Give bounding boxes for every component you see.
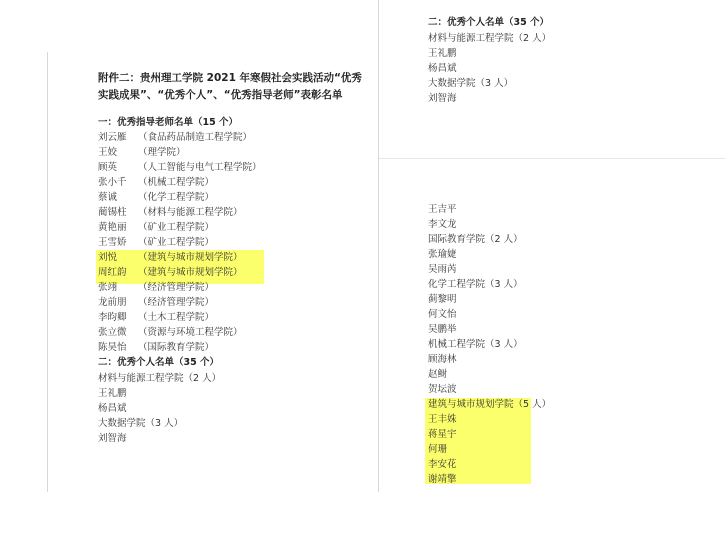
- page-break-line: [379, 158, 725, 159]
- list-item: 刘智海: [428, 93, 457, 104]
- teacher-department: （建筑与城市规划学院）: [138, 267, 243, 278]
- teacher-name: 陈昊怡: [98, 342, 127, 353]
- list-item: 赵鲥: [428, 369, 448, 380]
- list-item: 建筑与城市规划学院（5 人）: [428, 399, 552, 410]
- list-item: 谢靖擎: [428, 474, 457, 485]
- teacher-name: 张小千: [98, 177, 127, 188]
- list-item: 化学工程学院（3 人）: [428, 279, 523, 290]
- right-section2-heading: 二：优秀个人名单（35 个）: [428, 17, 550, 28]
- list-item: 吴雨芮: [428, 264, 457, 275]
- section1-heading: 一：优秀指导老师名单（15 个）: [98, 117, 239, 128]
- list-item: 王吉平: [428, 204, 457, 215]
- teacher-name: 刘悦: [98, 252, 118, 263]
- teacher-department: （材料与能源工程学院）: [138, 207, 243, 218]
- teacher-department: （建筑与城市规划学院）: [138, 252, 243, 263]
- teacher-name: 蔡诚: [98, 192, 118, 203]
- teacher-department: （土木工程学院）: [138, 312, 215, 323]
- teacher-row: [98, 146, 186, 160]
- teacher-name: 黄艳丽: [98, 222, 127, 233]
- list-item: 材料与能源工程学院（2 人）: [98, 373, 222, 384]
- list-item: 材料与能源工程学院（2 人）: [428, 33, 552, 44]
- list-item: 大数据学院（3 人）: [98, 418, 184, 429]
- teacher-row: [98, 281, 214, 295]
- teacher-row: [98, 296, 214, 310]
- list-item: 刘智海: [98, 433, 127, 444]
- teacher-department: （人工智能与电气工程学院）: [138, 162, 262, 173]
- document-title: 附件二：贵州理工学院 2021 年寒假社会实践活动“优秀实践成果”、“优秀个人”、“优秀指导老师”表彰名单: [98, 72, 362, 101]
- list-item: 杨昌斌: [428, 63, 457, 74]
- teacher-row: [98, 266, 243, 280]
- list-item: 王礼鹏: [428, 48, 457, 59]
- list-item: 蓟黎明: [428, 294, 457, 305]
- section2-heading: 二：优秀个人名单（35 个）: [98, 357, 220, 368]
- left-page-edge: [47, 52, 48, 492]
- list-item: 杨昌斌: [98, 403, 127, 414]
- teacher-name: 王姣: [98, 147, 118, 158]
- teacher-row: [98, 236, 214, 250]
- teacher-row: [98, 326, 243, 340]
- teacher-department: （理学院）: [138, 147, 186, 158]
- teacher-row: [98, 251, 243, 265]
- list-item: 张瑜婕: [428, 249, 457, 260]
- teacher-name: 蔺锡柱: [98, 207, 127, 218]
- teacher-department: （矿业工程学院）: [138, 222, 215, 233]
- teacher-row: [98, 221, 214, 235]
- teacher-department: （矿业工程学院）: [138, 237, 215, 248]
- list-item: 何文怡: [428, 309, 457, 320]
- list-item: 贺坛波: [428, 384, 457, 395]
- teacher-name: 王雪娇: [98, 237, 127, 248]
- teacher-department: （机械工程学院）: [138, 177, 215, 188]
- teacher-name: 顾英: [98, 162, 118, 173]
- teacher-department: （食品药品制造工程学院）: [138, 132, 253, 143]
- teacher-name: 李昀卿: [98, 312, 127, 323]
- list-item: 国际教育学院（2 人）: [428, 234, 523, 245]
- list-item: 吴鹏举: [428, 324, 457, 335]
- teacher-row: [98, 161, 262, 175]
- list-item: 李文龙: [428, 219, 457, 230]
- teacher-row: [98, 176, 214, 190]
- list-item: 何珊: [428, 444, 448, 455]
- teacher-department: （化学工程学院）: [138, 192, 215, 203]
- teacher-name: 张翊: [98, 282, 118, 293]
- list-item: 顾海林: [428, 354, 457, 365]
- teacher-department: （国际教育学院）: [138, 342, 215, 353]
- list-item: 李安花: [428, 459, 457, 470]
- teacher-department: （经济管理学院）: [138, 282, 215, 293]
- teacher-row: [98, 131, 252, 145]
- teacher-row: [98, 311, 214, 325]
- teacher-name: 刘云雁: [98, 132, 127, 143]
- teacher-row: [98, 191, 214, 205]
- teacher-department: （经济管理学院）: [138, 297, 215, 308]
- list-item: 蒋星宇: [428, 429, 457, 440]
- list-item: 机械工程学院（3 人）: [428, 339, 523, 350]
- teacher-name: 张立微: [98, 327, 127, 338]
- teacher-name: 龙前朋: [98, 297, 127, 308]
- teacher-row: [98, 206, 243, 220]
- list-item: 王丰姝: [428, 414, 457, 425]
- teacher-row: [98, 341, 214, 355]
- list-item: 王礼鹏: [98, 388, 127, 399]
- page-divider: [378, 0, 379, 492]
- list-item: 大数据学院（3 人）: [428, 78, 514, 89]
- teacher-department: （资源与环境工程学院）: [138, 327, 243, 338]
- teacher-name: 周红韵: [98, 267, 127, 278]
